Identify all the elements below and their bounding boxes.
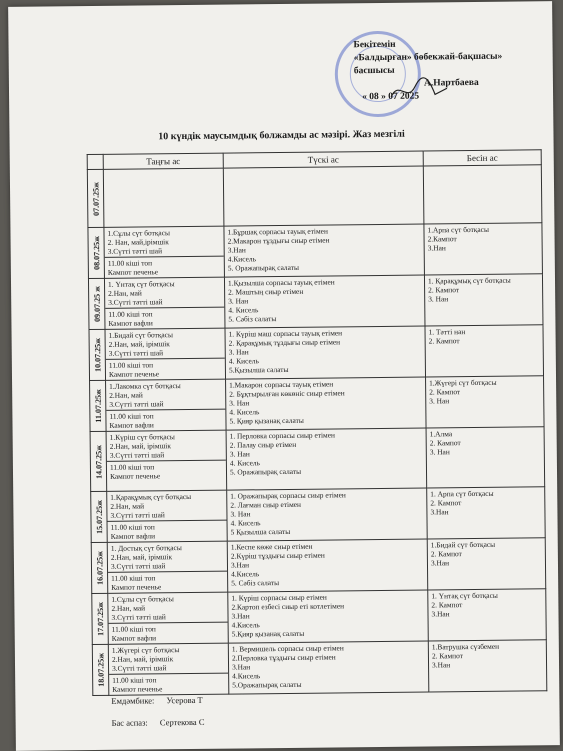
afternoon-cell <box>427 538 546 590</box>
snack-items <box>109 674 228 695</box>
lunch-item: 4.Кисель <box>231 620 260 630</box>
snack-item: 11.00 кішi топ <box>111 624 156 634</box>
day-date-cell <box>92 593 109 644</box>
lunch-item: 3.Нан <box>227 245 246 255</box>
lunch-item: 3. Нан <box>228 296 249 306</box>
lunch-cell <box>224 224 425 277</box>
afternoon-cell <box>425 325 544 377</box>
lunch-item: 5.Оражапырақ салаты <box>232 679 302 690</box>
snack-item: 11.00 кішi топ <box>109 462 155 472</box>
lunch-item: 4. Кисель <box>229 458 260 468</box>
breakfast-item: 2.Нан, май <box>109 390 143 400</box>
breakfast-item: 3.Сүтті тәтті шай <box>109 450 165 460</box>
lunch-cell <box>226 428 427 490</box>
lunch-items <box>224 225 423 274</box>
table-row <box>92 640 547 696</box>
afternoon-item: 2. Кампот <box>429 387 461 397</box>
afternoon-items <box>428 589 545 619</box>
approval-line-2: «Балдырған» бөбекжай-бақшасы» <box>353 51 503 64</box>
breakfast-item: 3.Сүтті тәтті шай <box>107 246 163 256</box>
afternoon-cell <box>424 223 543 275</box>
lunch-item: 2.Макарон тұздығы сиыр етімен <box>227 235 330 246</box>
lunch-item: 5. Оражапырақ салаты <box>227 262 299 273</box>
afternoon-item: 1.Алма <box>429 429 453 439</box>
breakfast-item: 1.Сұлы сүт ботқасы <box>111 594 174 604</box>
lunch-item: 4. Кисель <box>228 356 259 366</box>
day-date-cell <box>92 644 109 695</box>
breakfast-item: 3.Сүтті тәтті шай <box>111 612 166 622</box>
lunch-item: 4.Кисель <box>232 671 261 681</box>
afternoon-cell <box>426 376 545 428</box>
lunch-item: 1. Перловка сорпасы сиыр етімен <box>229 430 335 441</box>
snack-items <box>105 257 224 278</box>
afternoon-item: 2. Кампот <box>430 498 462 508</box>
breakfast-cell <box>106 379 227 431</box>
lunch-items <box>226 378 425 427</box>
lunch-item: 3. Нан <box>230 509 251 519</box>
nurse-row <box>111 693 214 708</box>
day-date-cell <box>90 431 107 491</box>
director-signature <box>389 74 449 105</box>
lunch-items <box>228 540 427 589</box>
breakfast-item: 2.Нан, май <box>108 288 142 298</box>
breakfast-item: 1.Жүгері сүт ботқасы <box>111 645 180 655</box>
lunch-items <box>225 276 424 325</box>
breakfast-cell <box>104 226 225 278</box>
breakfast-item: 1.Қарақұмық сүт ботқасы <box>110 491 192 502</box>
breakfast-items <box>107 431 226 462</box>
lunch-item: 2.Перловка тұздығы сиыр етімен <box>231 652 336 663</box>
lunch-items <box>224 167 423 171</box>
day-date: 11.07.25ж <box>93 389 103 423</box>
lunch-item: 1.Бұршақ сорпасы тауық етімен <box>227 226 328 237</box>
lunch-cell <box>228 641 429 694</box>
lunch-item: 1.Қызылша сорпасы тауық етімен <box>227 277 335 288</box>
snack-item: Кампот печенье <box>108 369 160 379</box>
afternoon-item: 1.Ватрушка сүзбемен <box>431 641 500 652</box>
day-date: 14.07.25ж <box>93 444 104 479</box>
table-row <box>90 427 545 492</box>
snack-item: Кампот печенье <box>111 582 162 592</box>
table-row <box>91 538 546 594</box>
snack-item: 11.00 кішi топ <box>108 309 153 319</box>
approval-date: « 08 » 07 2025 <box>362 91 420 103</box>
breakfast-item: 2. Нан, май,ірімшік <box>107 237 169 247</box>
day-date: 18.07.25ж <box>95 652 106 687</box>
afternoon-item: 1. Арпа сүт ботқасы <box>430 488 494 499</box>
day-date: 09.07.25 ж <box>92 286 102 322</box>
day-date-cell <box>91 542 108 593</box>
nurse-label: Емдәмбике: <box>111 695 155 706</box>
breakfast-cell <box>104 277 225 329</box>
lunch-items <box>227 429 426 478</box>
lunch-items <box>227 489 426 538</box>
page-title: 10 күндік маусымдық болжамды ас мәзірі. Жаз мезгілі <box>158 128 405 143</box>
table-row <box>87 165 542 228</box>
afternoon-cell <box>424 274 543 326</box>
afternoon-item: 1. Тәтті нан <box>428 327 466 337</box>
header-blank <box>87 154 103 169</box>
afternoon-item: 3.Нан <box>430 507 449 517</box>
lunch-item: 2. Лағман сиыр етімен <box>230 499 302 510</box>
breakfast-cell <box>105 328 226 380</box>
breakfast-item: 1.Бидай сүт ботқасы <box>108 330 173 340</box>
cook-label: Бас аспаз: <box>111 717 148 728</box>
table-row <box>92 589 547 645</box>
snack-item: Кампот вафли <box>111 633 157 643</box>
table-row <box>90 376 545 432</box>
lunch-item: 3. Нан <box>228 347 249 357</box>
lunch-item: 5. Сәбіз салаты <box>228 314 277 324</box>
menu-table <box>87 149 548 696</box>
breakfast-items <box>109 644 228 675</box>
breakfast-items <box>108 542 227 573</box>
breakfast-item: 1.Лакомка сүт ботқасы <box>109 381 181 391</box>
lunch-item: 1. Күріш маш сорпасы тауық етімен <box>228 328 343 339</box>
lunch-item: 3.Нан <box>230 560 250 570</box>
afternoon-items <box>429 640 546 670</box>
day-date: 08.07.25ж <box>91 236 101 270</box>
day-date: 17.07.25ж <box>95 601 105 636</box>
breakfast-cell <box>108 592 229 644</box>
afternoon-item: 2. Кампот <box>429 438 461 448</box>
afternoon-cell <box>426 427 545 488</box>
day-date: 16.07.25ж <box>94 550 105 585</box>
breakfast-item: 3.Сүтті тәтті шай <box>109 399 164 409</box>
nurse-name: Усерова Т <box>166 694 203 706</box>
breakfast-item: 2.Нан, май, ірімшік <box>108 339 170 349</box>
day-date: 15.07.25ж <box>94 499 104 534</box>
breakfast-item: 1. Үнтақ сүт ботқасы <box>107 279 175 289</box>
breakfast-cell <box>108 643 229 695</box>
lunch-cell <box>225 326 426 379</box>
breakfast-item: 2.Нан, май <box>110 501 145 511</box>
day-date: 10.07.25ж <box>92 338 102 372</box>
snack-item: Кампот вафли <box>108 318 153 328</box>
day-date-cell <box>91 491 108 542</box>
afternoon-item: 1. Үнтақ сүт ботқасы <box>431 590 498 601</box>
afternoon-item: 3. Нан <box>429 396 450 406</box>
day-date-cell <box>90 380 107 431</box>
afternoon-items <box>427 487 544 517</box>
lunch-cell <box>227 539 428 592</box>
cook-row <box>112 715 215 730</box>
afternoon-cell <box>427 487 546 539</box>
lunch-item: 5 Қызылша салаты <box>230 526 291 537</box>
breakfast-items <box>106 380 225 411</box>
afternoon-items <box>427 427 544 457</box>
afternoon-item: 1.Бидай сүт ботқасы <box>430 539 496 550</box>
lunch-item: 2.Картоп езбесі сиыр еті котлетімен <box>231 601 345 612</box>
breakfast-items <box>106 329 225 360</box>
breakfast-items <box>104 227 223 258</box>
breakfast-item: 2.Нан, май, ірімшік <box>111 654 174 664</box>
snack-item: Кампот печенье <box>112 684 163 694</box>
header-breakfast: Таңғы ас <box>103 153 223 169</box>
snack-item: Кампот вафли <box>110 531 156 541</box>
afternoon-cell <box>423 165 542 224</box>
header-lunch: Түскі ас <box>223 151 423 168</box>
snack-item: Кампот вафли <box>109 420 154 430</box>
lunch-cell <box>228 590 429 643</box>
breakfast-item: 3.Сүтті тәтті шай <box>110 561 166 571</box>
approval-line-3: басшысы <box>353 65 395 77</box>
day-date: 07.07.25ж <box>90 181 101 216</box>
snack-items <box>105 308 224 329</box>
afternoon-item: 3. Нан <box>428 294 449 304</box>
breakfast-items <box>105 278 224 309</box>
lunch-item: 4.Кисель <box>227 254 256 264</box>
breakfast-item: 3.Сүтті тәтті шай <box>108 297 163 307</box>
breakfast-item: 3.Сүтті тәтті шай <box>110 510 165 520</box>
lunch-cell <box>223 166 424 226</box>
breakfast-item: 3.Сүтті тәтті шай <box>108 348 164 358</box>
table-row <box>89 325 544 381</box>
breakfast-cell <box>106 430 227 491</box>
afternoon-item: 2.Кампот <box>427 234 457 244</box>
snack-item: 11.00 кішi топ <box>112 675 157 685</box>
lunch-cell <box>226 377 427 430</box>
lunch-item: 5. Сәбіз салаты <box>231 578 280 588</box>
lunch-items <box>229 642 428 691</box>
day-date-cell <box>88 227 105 278</box>
snack-item: 11.00 кішi топ <box>111 573 156 583</box>
breakfast-items <box>104 169 223 172</box>
cook-name: Сертекова С <box>159 716 205 728</box>
lunch-item: 3. Нан <box>229 449 250 459</box>
breakfast-item: 3.Сүтті тәтті шай <box>112 663 167 673</box>
lunch-item: 5. Қияр қызанақ салаты <box>229 415 304 426</box>
afternoon-item: 3.Нан <box>427 243 446 253</box>
lunch-item: 3.Нан <box>231 611 250 621</box>
lunch-item: 2. Маштың сиыр етімен <box>228 286 304 297</box>
lunch-item: 1. Вермишель сорпасы сиыр етімен <box>231 643 344 654</box>
afternoon-item: 2. Кампот <box>431 600 463 610</box>
afternoon-items <box>428 538 545 568</box>
snack-items <box>107 461 226 482</box>
approval-signer: А.Нартбаева <box>423 77 479 89</box>
afternoon-item: 1. Қарақұмық сүт ботқасы <box>427 275 511 286</box>
afternoon-items <box>425 325 542 346</box>
approval-line-1: Бекітемін <box>353 39 396 51</box>
afternoon-items <box>424 165 541 168</box>
afternoon-items <box>425 274 542 304</box>
snack-items <box>109 623 228 644</box>
breakfast-item: 2.Нан, май <box>111 603 146 613</box>
lunch-item: 1. Күріш сорпасы сиыр етімен <box>231 592 327 603</box>
breakfast-item: 1.Күріш сүт ботқасы <box>109 432 175 442</box>
snack-items <box>106 410 225 431</box>
table-row <box>88 223 543 279</box>
lunch-item: 2. Бұқтырылған көкөніс сиыр етімен <box>229 388 345 399</box>
lunch-item: 3. Нан <box>229 398 250 408</box>
breakfast-cell <box>103 168 224 227</box>
afternoon-item: 3. Нан <box>429 447 450 457</box>
footer-signatures <box>111 693 214 730</box>
breakfast-item: 2.Нан, май, ірімшік <box>110 552 173 562</box>
header-afternoon: Бесін ас <box>423 150 541 166</box>
lunch-item: 3.Нан <box>231 662 251 672</box>
afternoon-item: 3.Нан <box>430 558 450 568</box>
lunch-item: 5. Оражапырақ салаты <box>229 466 302 477</box>
breakfast-item: 1.Сұлы сүт ботқасы <box>107 228 170 238</box>
afternoon-items <box>424 223 541 253</box>
lunch-item: 1. Оражапырақ сорпасы сиыр етімен <box>230 490 346 501</box>
lunch-item: 5.Қияр қызанақ салаты <box>231 628 305 639</box>
snack-item: 11.00 кішi топ <box>108 360 154 370</box>
breakfast-items <box>107 491 226 522</box>
snack-item: Кампот печенье <box>107 267 159 277</box>
table-row <box>88 274 543 330</box>
day-date-cell <box>87 169 104 227</box>
snack-items <box>106 359 225 380</box>
snack-item: 11.00 кішi топ <box>109 411 154 421</box>
afternoon-item: 3.Нан <box>431 660 451 670</box>
afternoon-cell <box>428 640 547 692</box>
lunch-item: 1.Макарон сорпасы тауық етімен <box>229 379 334 390</box>
lunch-item: 4. Кисель <box>229 407 260 417</box>
day-date-cell <box>88 278 105 329</box>
snack-item: 11.00 кішi топ <box>107 258 153 268</box>
lunch-item: 4.Кисель <box>231 569 260 579</box>
afternoon-item: 1.Жүгері сүт ботқасы <box>429 377 497 388</box>
afternoon-item: 2. Кампот <box>430 549 462 559</box>
lunch-item: 5.Қызылша салаты <box>228 364 289 375</box>
day-date-cell <box>89 329 106 380</box>
lunch-cell <box>227 488 428 541</box>
afternoon-item: 1.Арпа сүт ботқасы <box>427 224 489 235</box>
breakfast-cell <box>107 490 228 542</box>
snack-item: 11.00 кішi топ <box>110 522 155 532</box>
breakfast-item: 2.Нан, май, ірімшік <box>109 441 171 451</box>
breakfast-item: 1. Достық сүт ботқасы <box>110 543 182 553</box>
snack-items <box>108 521 227 542</box>
breakfast-items <box>108 593 227 624</box>
afternoon-cell <box>428 589 547 641</box>
afternoon-item: 3.Нан <box>431 609 450 619</box>
lunch-item: 4. Кисель <box>228 305 259 315</box>
afternoon-items <box>426 376 543 406</box>
lunch-item: 4. Кисель <box>230 518 261 528</box>
lunch-item: 2. Қарақұмық тұздығы сиыр етімен <box>228 337 341 348</box>
afternoon-item: 2. Кампот <box>431 651 463 661</box>
snack-item: Кампот печенье <box>109 471 161 481</box>
lunch-item: 2.Күріш тұздығы сиыр етімен <box>230 550 325 561</box>
afternoon-item: 2. Кампот <box>428 336 460 346</box>
lunch-cell <box>224 275 425 328</box>
afternoon-item: 2. Кампот <box>428 285 460 295</box>
lunch-items <box>228 591 427 640</box>
lunch-items <box>226 327 425 376</box>
menu-document <box>8 1 560 751</box>
table-row <box>91 487 546 543</box>
snack-items <box>108 572 227 593</box>
lunch-item: 2. Палау сиыр етімен <box>229 439 297 450</box>
breakfast-cell <box>107 541 228 593</box>
lunch-item: 1.Кеспе көже сиыр етімен <box>230 541 313 552</box>
